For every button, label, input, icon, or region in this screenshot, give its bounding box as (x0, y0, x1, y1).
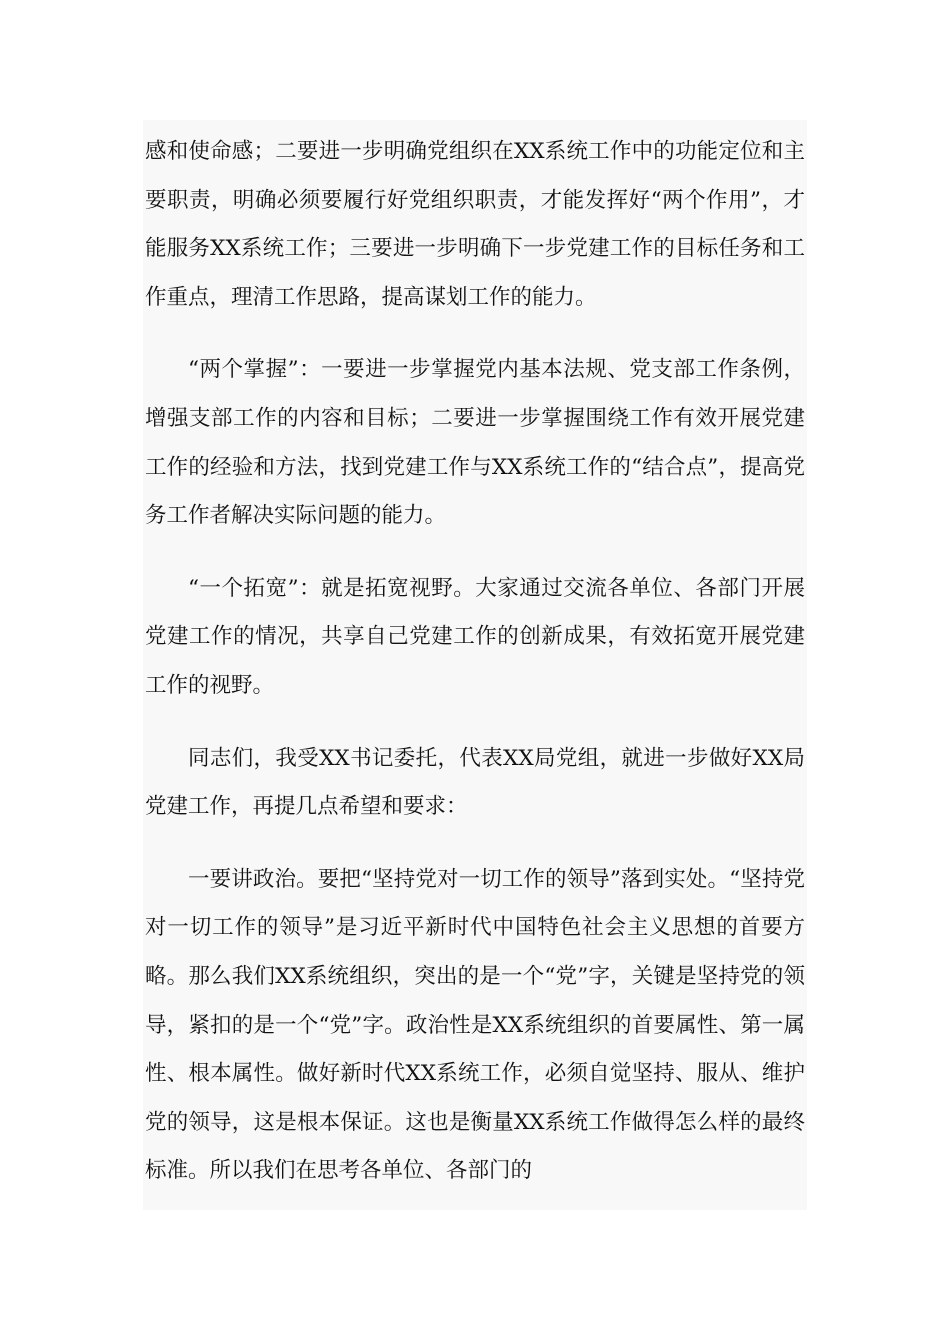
paragraph-4: 同志们，我受XX书记委托，代表XX局党组，就进一步做好XX局党建工作，再提几点希望和要求： (145, 745, 805, 820)
document-page (143, 120, 807, 1210)
paragraph-2: “两个掌握”：一要进一步掌握党内基本法规、党支部工作条例，增强支部工作的内容和目标；二要进一步掌握围绕工作有效开展党建工作的经验和方法，找到党建工作与XX系统工作的“结合点”，提高党务工作者解决实际问题的能力。 (145, 357, 805, 529)
paragraph-1: 感和使命感；二要进一步明确党组织在XX系统工作中的功能定位和主要职责，明确必须要履行好党组织职责，才能发挥好“两个作用”，才能服务XX系统工作；三要进一步明确下一步党建工作的目标任务和工作重点，理清工作思路，提高谋划工作的能力。 (145, 139, 805, 310)
paragraph-5: 一要讲政治。要把“坚持党对一切工作的领导”落到实处。“坚持党对一切工作的领导”是习近平新时代中国特色社会主义思想的首要方略。那么我们XX系统组织，突出的是一个“党”字，关键是坚持党的领导，紧扣的是一个“党”字。政治性是XX系统组织的首要属性、第一属性、根本属性。做好新时代XX系统工作，必须自觉坚持、服从、维护党的领导，这是根本保证。这也是衡量XX系统工作做得怎么样的最终标准。所以我们在思考各单位、各部门的 (145, 866, 805, 1184)
document-body (143, 120, 807, 1196)
paragraph-3: “一个拓宽”：就是拓宽视野。大家通过交流各单位、各部门开展党建工作的情况，共享自己党建工作的创新成果，有效拓宽开展党建工作的视野。 (145, 575, 805, 698)
